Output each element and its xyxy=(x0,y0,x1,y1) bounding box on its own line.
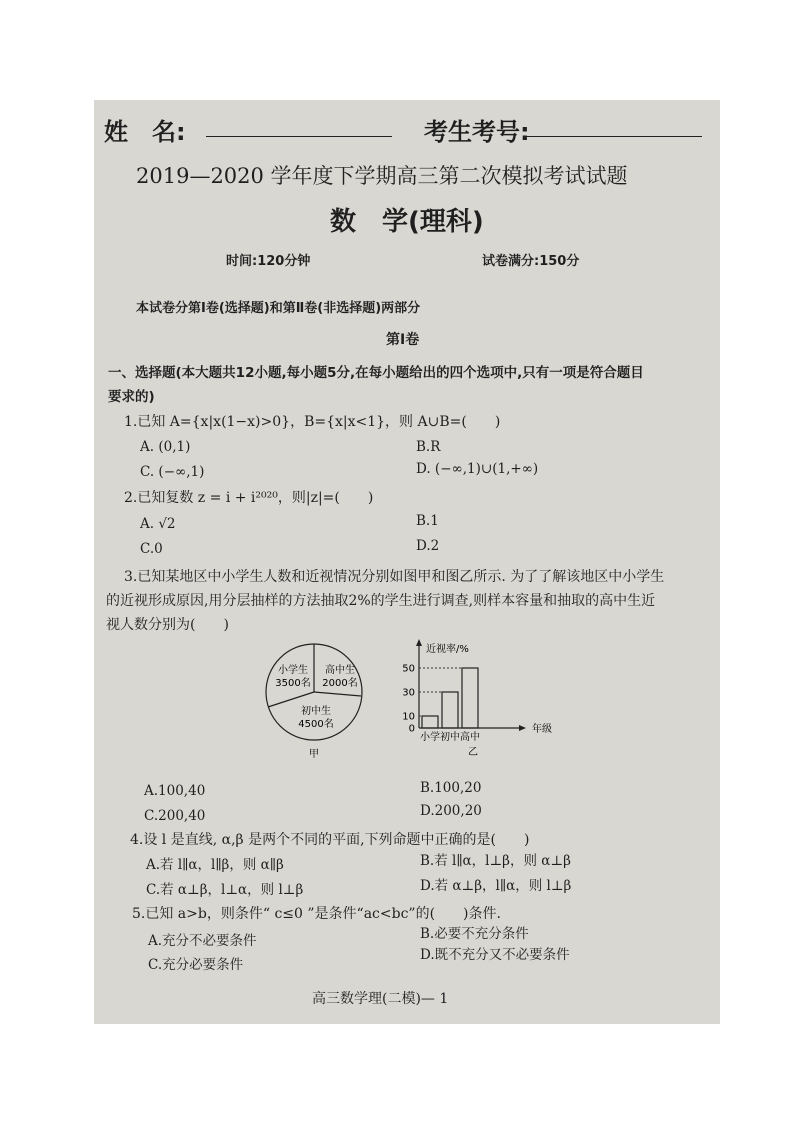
question-1-option-d: D. (−∞,1)∪(1,+∞) xyxy=(416,461,539,477)
section-heading: 一、选择题(本大题共12小题,每小题5分,在每小题给出的四个选项中,只有一项是符合题目 xyxy=(108,365,644,381)
y-tick-label: 10 xyxy=(402,711,415,723)
question-1-option-a: A. (0,1) xyxy=(140,439,191,455)
y-axis-label: 近视率/% xyxy=(426,644,469,655)
question-1-stem: 1.已知 A={x|x(1−x)>0}，B={x|x<1}，则 A∪B=( ) xyxy=(124,414,501,430)
question-1-option-b: B.R xyxy=(416,439,441,455)
x-tick-label: 初中 xyxy=(440,732,460,743)
question-2-option-d: D.2 xyxy=(416,538,440,554)
question-3-option-c: C.200,40 xyxy=(144,808,206,824)
question-4-option-c: C.若 α⊥β，l⊥α，则 l⊥β xyxy=(146,882,304,898)
question-4-option-a: A.若 l∥α，l∥β，则 α∥β xyxy=(146,857,284,873)
bar-chart-caption: 乙 xyxy=(468,747,478,758)
question-3-option-d: D.200,20 xyxy=(420,803,482,819)
name-blank xyxy=(206,136,392,137)
question-2-option-c: C.0 xyxy=(140,541,163,557)
question-3-stem-line3: 视人数分别为( ) xyxy=(106,617,229,633)
y-tick-label: 30 xyxy=(402,687,415,699)
question-4-option-b: B.若 l∥α，l⊥β，则 α⊥β xyxy=(420,853,571,869)
page-footer: 高三数学理(二模)— 1 xyxy=(312,991,449,1007)
pie-chart-jia xyxy=(266,644,362,760)
bar xyxy=(422,716,438,728)
pie-count-junior: 4500名 xyxy=(298,719,334,730)
x-tick-label: 高中 xyxy=(460,732,480,743)
pie-label-primary: 小学生 xyxy=(278,665,308,676)
y-tick-label: 0 xyxy=(408,723,415,735)
subject-title: 数 学(理科) xyxy=(330,207,484,237)
pie-caption: 甲 xyxy=(309,749,319,760)
volume-title: 第Ⅰ卷 xyxy=(386,332,420,348)
pie-divider-left xyxy=(268,692,314,707)
question-4-option-d: D.若 α⊥β，l∥α，则 l⊥β xyxy=(420,878,572,894)
question-5-option-c: C.充分必要条件 xyxy=(148,957,244,973)
exam-paper xyxy=(94,100,720,1024)
bar-chart-yi xyxy=(402,639,552,758)
question-3-option-b: B.100,20 xyxy=(420,780,482,796)
exam-time: 时间:120分钟 xyxy=(226,254,311,269)
question-3-option-a: A.100,40 xyxy=(144,783,206,799)
intro-text: 本试卷分第Ⅰ卷(选择题)和第Ⅱ卷(非选择题)两部分 xyxy=(136,301,421,316)
figures-svg xyxy=(264,635,564,770)
y-axis-arrow xyxy=(416,639,422,646)
question-2-option-a: A. √2 xyxy=(140,516,176,532)
question-5-option-a: A.充分不必要条件 xyxy=(148,933,257,949)
question-2-option-b: B.1 xyxy=(416,513,439,529)
x-axis-label: 年级 xyxy=(532,724,552,735)
exam-title: 2019—2020 学年度下学期高三第二次模拟考试试题 xyxy=(136,164,628,188)
pie-divider-right xyxy=(314,692,361,696)
bar xyxy=(442,692,458,728)
section-heading-cont: 要求的) xyxy=(108,389,155,405)
pie-count-primary: 3500名 xyxy=(275,678,311,689)
question-4-stem: 4.设 l 是直线, α,β 是两个不同的平面,下列命题中正确的是( ) xyxy=(130,832,530,848)
y-tick-label: 50 xyxy=(402,663,415,675)
question-3-stem: 3.已知某地区中小学生人数和近视情况分别如图甲和图乙所示. 为了了解该地区中小学生 xyxy=(124,569,665,585)
question-3-stem-line2: 的近视形成原因,用分层抽样的方法抽取2%的学生进行调查,则样本容量和抽取的高中生近 xyxy=(106,593,656,609)
x-axis-arrow xyxy=(519,725,526,731)
pie-label-junior: 初中生 xyxy=(301,706,331,717)
name-label: 姓 名: xyxy=(104,118,186,146)
question-2-stem: 2.已知复数 z = i + i²⁰²⁰，则|z|=( ) xyxy=(124,490,374,506)
question-3-figures xyxy=(264,635,564,770)
exam-id-blank xyxy=(524,136,702,137)
pie-count-senior: 2000名 xyxy=(322,678,358,689)
pie-label-senior: 高中生 xyxy=(325,665,355,676)
exam-id-label: 考生考号: xyxy=(424,118,530,146)
x-tick-label: 小学 xyxy=(420,732,440,743)
full-score: 试卷满分:150分 xyxy=(482,254,580,269)
question-1-option-c: C. (−∞,1) xyxy=(140,464,205,480)
bar xyxy=(462,668,478,728)
question-5-stem: 5.已知 a>b，则条件“ c≤0 ”是条件“ac<bc”的( )条件. xyxy=(132,906,501,922)
question-5-option-d: D.既不充分又不必要条件 xyxy=(420,947,570,963)
question-5-option-b: B.必要不充分条件 xyxy=(420,926,529,942)
